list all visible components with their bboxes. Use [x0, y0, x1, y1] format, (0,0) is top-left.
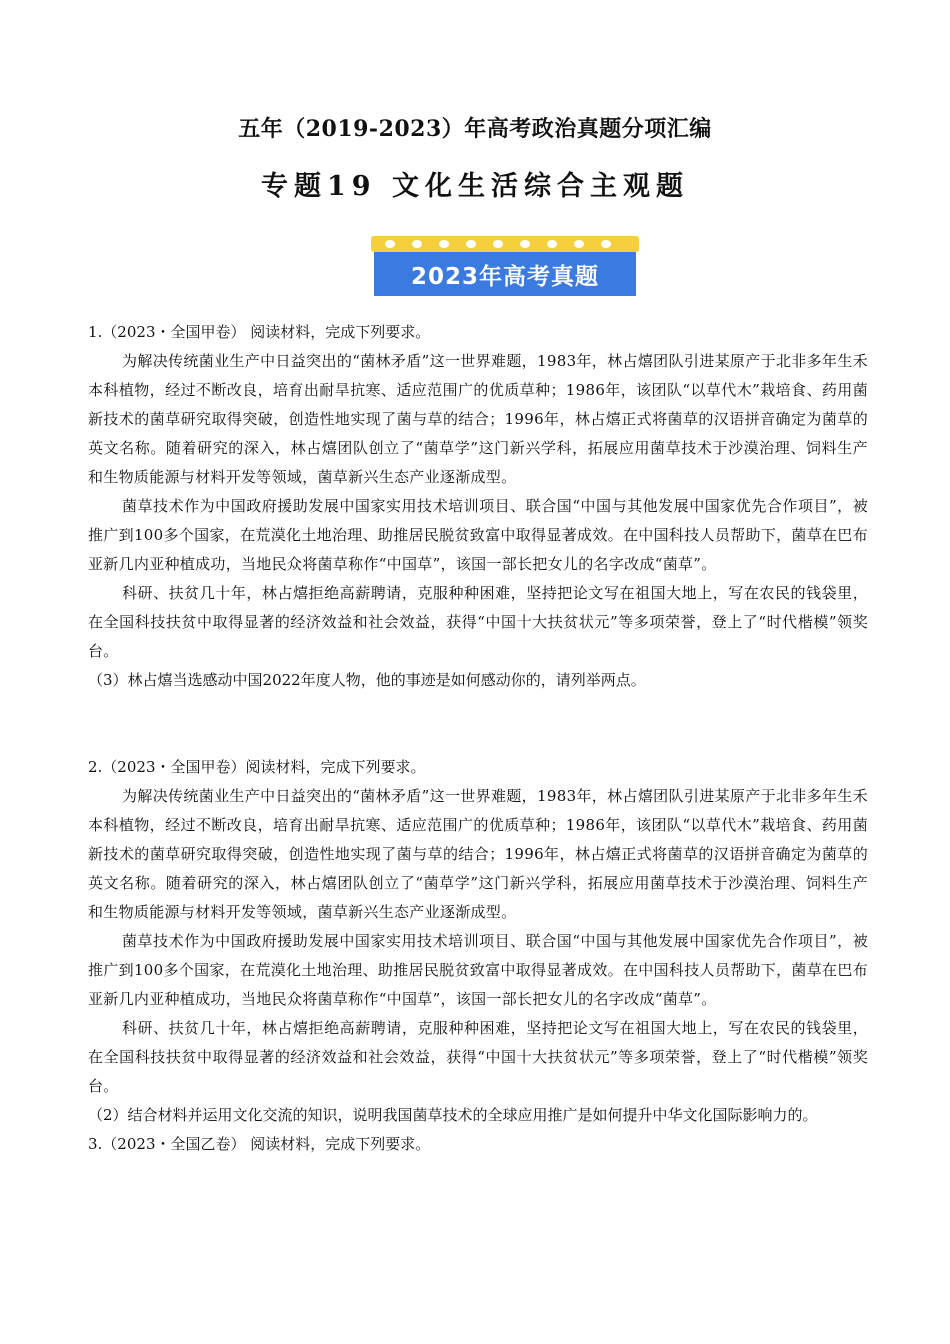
material-paragraph: 为解决传统菌业生产中日益突出的“菌林矛盾”这一世界难题，1983年，林占熺团队引进某原产于北非多年生禾本科植物，经过不断改良，培育出耐旱抗寒、适应范围广的优质草种；1986年，该团队“以草代木”栽培食、药用菌新技术的菌草研究取得突破，创造性地实现了菌与草的结合；1996年，林占熺正式将菌草的汉语拼音确定为菌草的英文名称。随着研究的深入，林占熺团队创立了“菌草学”这门新兴学科，拓展应用菌草技术于沙漠治理、饲料生产和生物质能源与材料开发等领域，菌草新兴生态产业逐渐成型。 [88, 787, 868, 921]
binding-hole-icon [520, 240, 530, 248]
binding-hole-icon [385, 240, 395, 248]
question-2 [88, 753, 868, 1159]
document-title: 五年（2019-2023）年高考政治真题分项汇编 [238, 116, 712, 142]
binding-hole-icon [493, 240, 503, 248]
question-prompt: （2）结合材料并运用文化交流的知识，说明我国菌草技术的全球应用推广是如何提升中华文化国际影响力的。 [88, 1106, 818, 1124]
binding-hole-icon [547, 240, 557, 248]
material-paragraph: 为解决传统菌业生产中日益突出的“菌林矛盾”这一世界难题，1983年，林占熺团队引进某原产于北非多年生禾本科植物，经过不断改良，培育出耐旱抗寒、适应范围广的优质草种；1986年，该团队“以草代木”栽培食、药用菌新技术的菌草研究取得突破，创造性地实现了菌与草的结合；1996年，林占熺正式将菌草的汉语拼音确定为菌草的英文名称。随着研究的深入，林占熺团队创立了“菌草学”这门新兴学科，拓展应用菌草技术于沙漠治理、饲料生产和生物质能源与材料开发等领域，菌草新兴生态产业逐渐成型。 [88, 352, 868, 486]
binding-hole-icon [412, 240, 422, 248]
material-paragraph: 菌草技术作为中国政府援助发展中国家实用技术培训项目、联合国“中国与其他发展中国家优先合作项目”，被推广到100多个国家，在荒漠化土地治理、助推居民脱贫致富中取得显著成效。在中国科技人员帮助下，菌草在巴布亚新几内亚种植成功，当地民众将菌草称作“中国草”，该国一部长把女儿的名字改成“菌草”。 [88, 497, 868, 573]
binding-hole-icon [574, 240, 584, 248]
question-prompt: （3）林占熺当选感动中国2022年度人物，他的事迹是如何感动你的，请列举两点。 [88, 671, 646, 689]
question-heading: 2.（2023・全国甲卷）阅读材料，完成下列要求。 [88, 758, 426, 776]
material-paragraph: 科研、扶贫几十年，林占熺拒绝高薪聘请，克服种种困难，坚持把论文写在祖国大地上，写在农民的钱袋里，在全国科技扶贫中取得显著的经济效益和社会效益，获得“中国十大扶贫状元”等多项荣誉，登上了“时代楷模”领奖台。 [88, 1019, 868, 1095]
question-heading: 3.（2023・全国乙卷） 阅读材料，完成下列要求。 [88, 1135, 431, 1153]
document-subtitle: 专题19 文化生活综合主观题 [261, 171, 689, 202]
banner-binding-strip [371, 236, 639, 252]
question-heading: 1.（2023・全国甲卷） 阅读材料，完成下列要求。 [88, 323, 431, 341]
material-paragraph: 科研、扶贫几十年，林占熺拒绝高薪聘请，克服种种困难，坚持把论文写在祖国大地上，写在农民的钱袋里，在全国科技扶贫中取得显著的经济效益和社会效益，获得“中国十大扶贫状元”等多项荣誉，登上了“时代楷模”领奖台。 [88, 584, 868, 660]
binding-hole-icon [601, 240, 611, 248]
material-paragraph: 菌草技术作为中国政府援助发展中国家实用技术培训项目、联合国“中国与其他发展中国家优先合作项目”，被推广到100多个国家，在荒漠化土地治理、助推居民脱贫致富中取得显著成效。在中国科技人员帮助下，菌草在巴布亚新几内亚种植成功，当地民众将菌草称作“中国草”，该国一部长把女儿的名字改成“菌草”。 [88, 932, 868, 1008]
question-1 [88, 318, 868, 695]
year-banner [371, 236, 639, 298]
banner-label: 2023年高考真题 [410, 264, 599, 290]
binding-hole-icon [466, 240, 476, 248]
binding-hole-icon [439, 240, 449, 248]
